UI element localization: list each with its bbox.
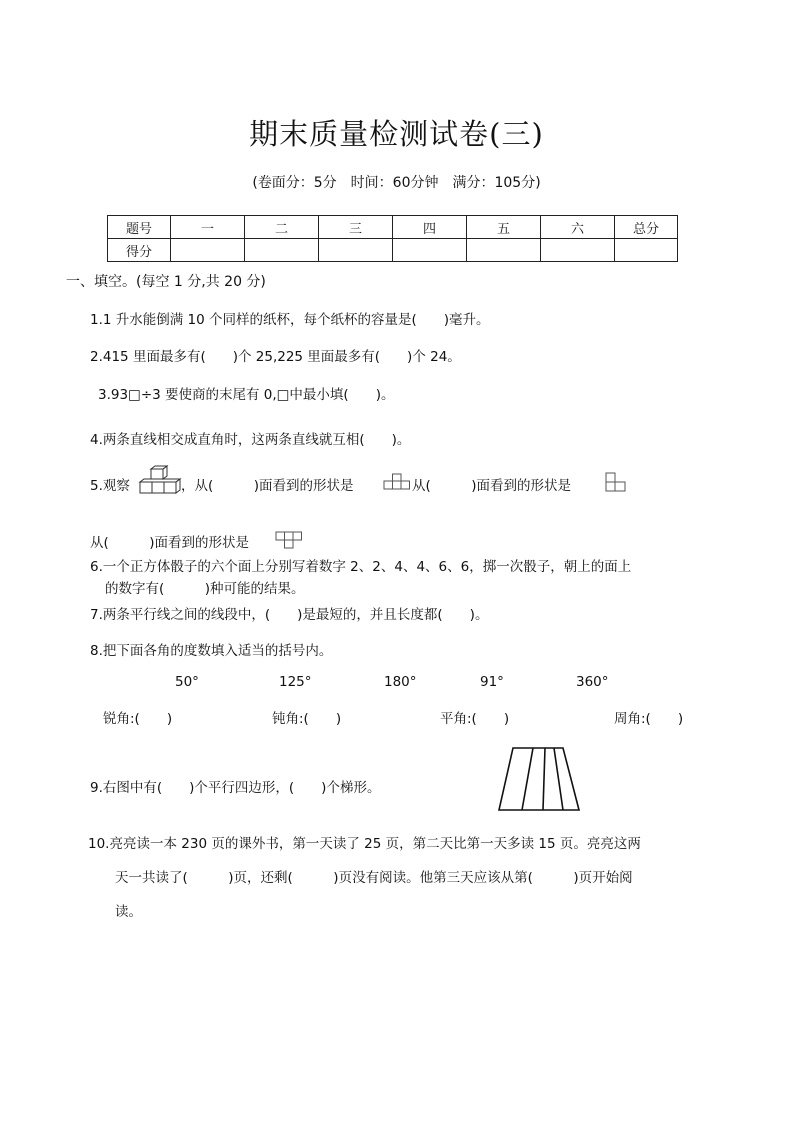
question-10-line2: 天一共读了( )页，还剩( )页没有阅读。他第三天应该从第( )页开始阅	[115, 870, 633, 886]
question-8: 8.把下面各角的度数填入适当的括号内。	[90, 643, 333, 659]
angle-value: 125°	[279, 674, 312, 690]
three-square-row-icon	[383, 474, 411, 490]
angle-value: 91°	[480, 674, 504, 690]
question-5-text-c: 从( )面看到的形状是	[90, 535, 250, 551]
table-cell: 二	[245, 216, 319, 239]
table-row	[108, 216, 678, 239]
table-cell: 五	[467, 216, 541, 239]
question-7: 7.两条平行线之间的线段中，( )是最短的，并且长度都( )。	[90, 607, 489, 623]
question-10-line1: 10.亮亮读一本 230 页的课外书，第一天读了 25 页，第二天比第一天多读 15 页。亮亮这两	[88, 836, 641, 852]
score-cell[interactable]	[615, 239, 678, 262]
angle-value: 180°	[384, 674, 417, 690]
question-2: 2.415 里面最多有( )个 25,225 里面最多有( )个 24。	[90, 349, 461, 365]
table-cell: 三	[319, 216, 393, 239]
angle-value: 360°	[576, 674, 609, 690]
trapezoid-figure	[497, 746, 581, 812]
table-cell: 题号	[108, 216, 171, 239]
angle-value: 50°	[175, 674, 199, 690]
obtuse-angle-label: 钝角:( )	[272, 711, 342, 727]
l-shape-view-icon	[605, 472, 627, 492]
section-heading: 一、填空。(每空 1 分,共 20 分)	[66, 274, 266, 290]
question-3: 3.93□÷3 要使商的末尾有 0,□中最小填( )。	[98, 387, 395, 403]
table-cell: 总分	[615, 216, 678, 239]
table-cell: 六	[541, 216, 615, 239]
score-cell[interactable]	[467, 239, 541, 262]
question-9: 9.右图中有( )个平行四边形，( )个梯形。	[90, 780, 381, 796]
score-cell[interactable]	[541, 239, 615, 262]
t-shape-view-icon	[275, 531, 303, 549]
score-cell[interactable]	[245, 239, 319, 262]
question-5-text-a: ，从( )面看到的形状是	[181, 478, 354, 494]
question-10-line3: 读。	[115, 904, 142, 920]
page-title: 期末质量检测试卷(三)	[249, 117, 544, 151]
table-cell: 得分	[108, 239, 171, 262]
table-cell: 一	[171, 216, 245, 239]
table-row	[108, 239, 678, 262]
score-cell[interactable]	[171, 239, 245, 262]
full-angle-label: 周角:( )	[614, 711, 684, 727]
score-cell[interactable]	[319, 239, 393, 262]
score-cell[interactable]	[393, 239, 467, 262]
question-4: 4.两条直线相交成直角时，这两条直线就互相( )。	[90, 432, 411, 448]
question-1: 1.1 升水能倒满 10 个同样的纸杯，每个纸杯的容量是( )毫升。	[90, 312, 490, 328]
question-5-text-b: 从( )面看到的形状是	[412, 478, 572, 494]
question-5-label: 5.观察	[90, 478, 130, 494]
acute-angle-label: 锐角:( )	[103, 711, 173, 727]
cube-stack-icon	[138, 466, 180, 496]
table-cell: 四	[393, 216, 467, 239]
question-6-line1: 6.一个正方体骰子的六个面上分别写着数字 2、2、4、4、6、6，掷一次骰子，朝上的面上	[90, 559, 632, 575]
straight-angle-label: 平角:( )	[440, 711, 510, 727]
score-table	[107, 215, 678, 262]
exam-info: (卷面分：5分 时间：60分钟 满分：105分)	[252, 175, 541, 191]
question-6-line2: 的数字有( )种可能的结果。	[105, 581, 305, 597]
